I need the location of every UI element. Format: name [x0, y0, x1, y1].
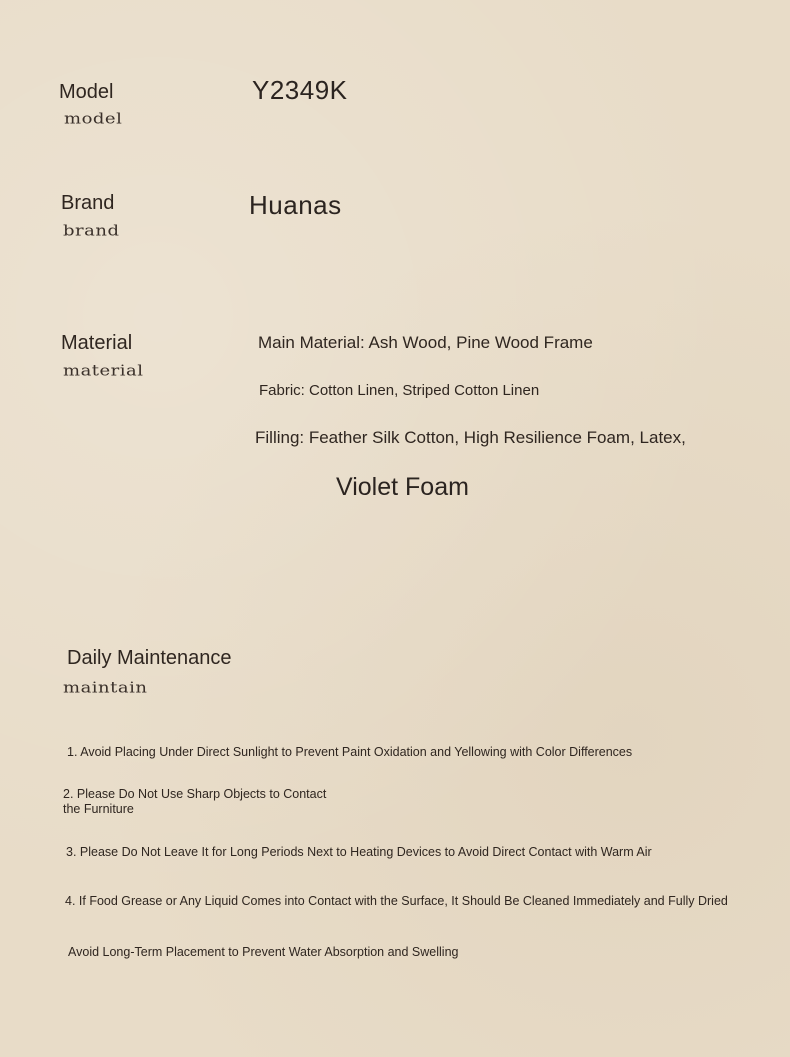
- maintenance-item-3: 3. Please Do Not Leave It for Long Periods Next to Heating Devices to Avoid Direct Contact with Warm Air: [66, 845, 652, 859]
- maintenance-sublabel: maintain: [63, 679, 148, 697]
- maintenance-item-4: 4. If Food Grease or Any Liquid Comes into Contact with the Surface, It Should Be Cleaned Immediately and Fully Dried: [65, 894, 728, 908]
- model-sublabel: model: [64, 110, 123, 128]
- maintenance-item-5: Avoid Long-Term Placement to Prevent Water Absorption and Swelling: [68, 945, 459, 959]
- model-label: Model: [59, 81, 114, 103]
- brand-sublabel: brand: [63, 222, 120, 240]
- material-main: Main Material: Ash Wood, Pine Wood Frame: [258, 333, 593, 352]
- material-label: Material: [61, 332, 133, 354]
- maintenance-item-2: 2. Please Do Not Use Sharp Objects to Contact: [63, 787, 327, 801]
- material-filling: Filling: Feather Silk Cotton, High Resilience Foam, Latex,: [255, 428, 686, 447]
- maintenance-item-1: 1. Avoid Placing Under Direct Sunlight to Prevent Paint Oxidation and Yellowing with Color Differences: [67, 745, 633, 759]
- material-sublabel: material: [63, 362, 144, 380]
- material-fabric: Fabric: Cotton Linen, Striped Cotton Linen: [259, 382, 540, 399]
- material-filling-cont: Violet Foam: [336, 473, 469, 501]
- brand-value: Huanas: [249, 190, 342, 220]
- model-value: Y2349K: [252, 75, 348, 105]
- maintenance-label: Daily Maintenance: [67, 647, 232, 669]
- brand-label: Brand: [61, 192, 115, 214]
- maintenance-item-2-cont: the Furniture: [63, 802, 134, 816]
